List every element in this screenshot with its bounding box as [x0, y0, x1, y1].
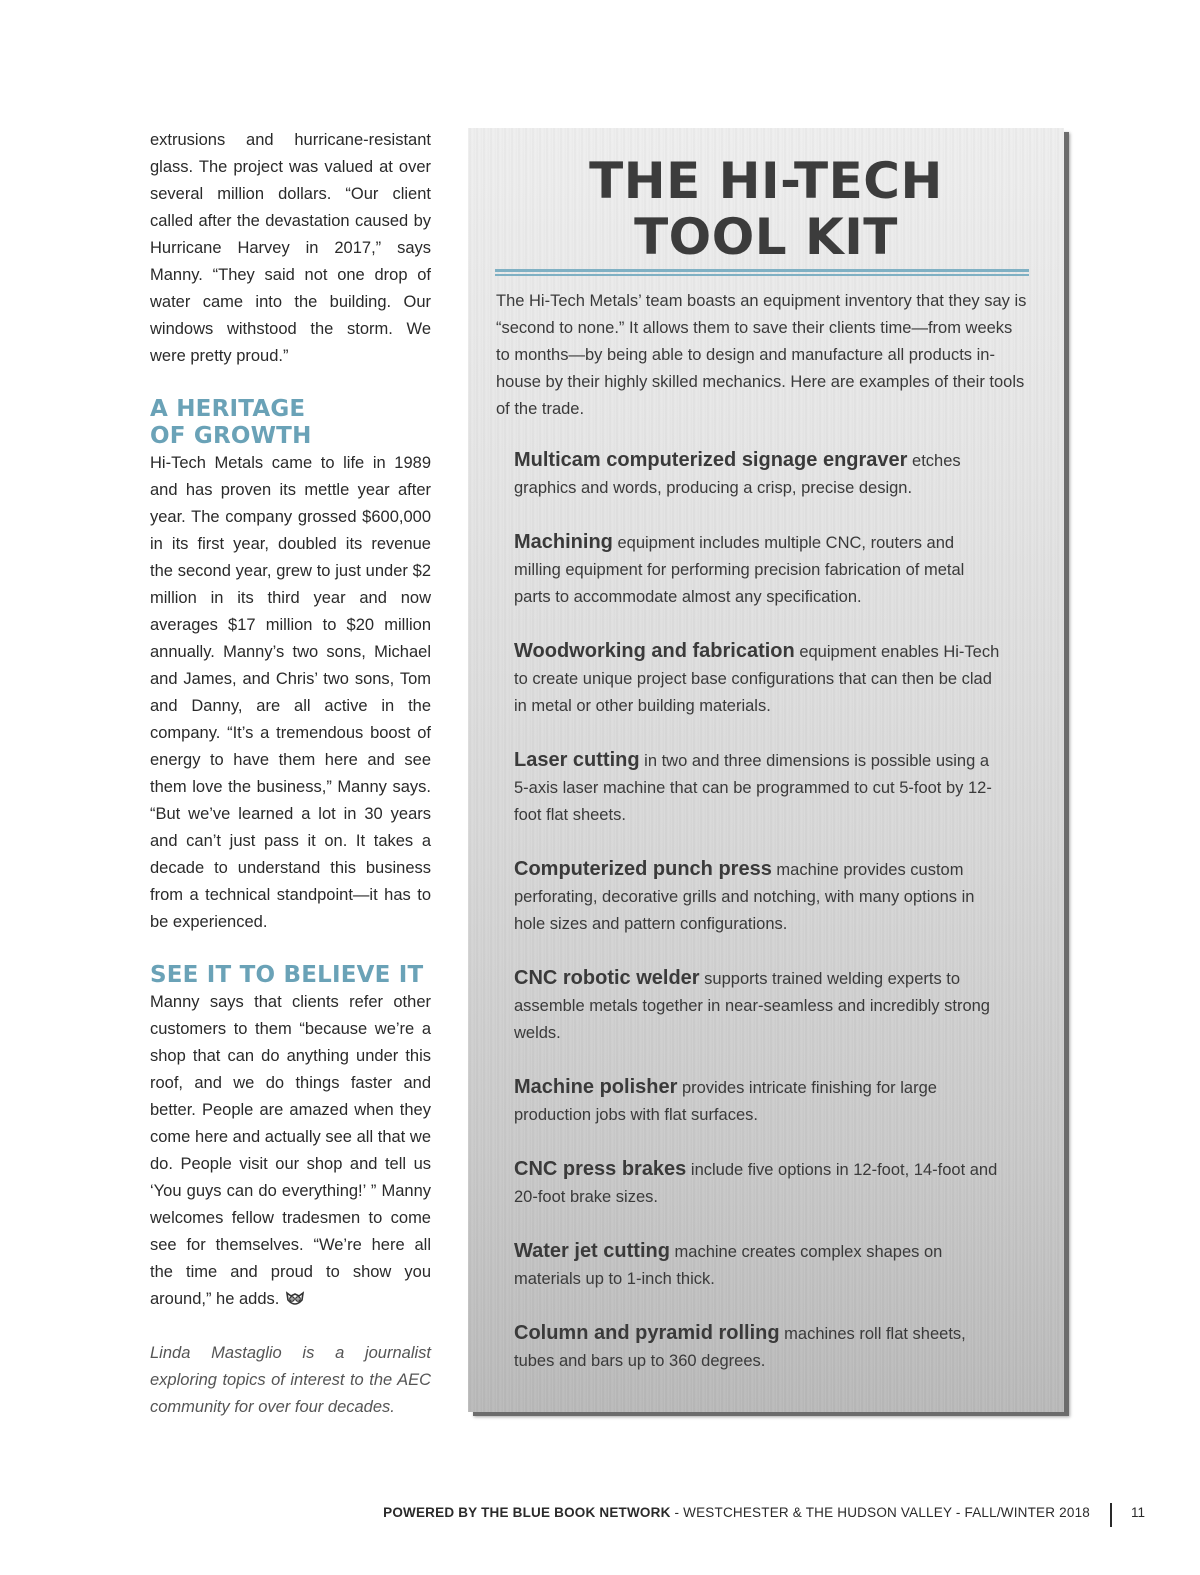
tool-item [514, 529, 1001, 611]
tool-description: include five options in 12-foot, 14-foot and 20-foot brake sizes. [514, 1161, 998, 1206]
tool-item [514, 638, 1001, 720]
heritage-paragraph: Hi-Tech Metals came to life in 1989 and has proven its mettle year after year. The company grossed $600,000 in its first year, doubled its revenue the second year, grew to just under $2 million in its third year and now averages $17 million to $20 million annually. Manny’s two sons, Michael and James, and Chris’ two sons, Tom and Danny, are all active in the company. “It’s a tremendous boost of energy to have them here and see them love the business,” Manny says. “But we’ve learned a lot in 30 years and can’t just pass it on. It takes a decade to understand this business from a technical standpoint—it has to be experienced. [150, 454, 431, 931]
tool-name: Machining [514, 531, 613, 553]
see-it-heading: SEE IT TO BELIEVE IT [150, 962, 424, 988]
tool-name: Machine polisher [514, 1076, 678, 1098]
tool-item [514, 1320, 1001, 1375]
see-it-paragraph [150, 989, 431, 1316]
heritage-heading-line2: OF GROWTH [150, 423, 312, 449]
tool-name: Woodworking and fabrication [514, 640, 795, 662]
footer-edition: - WESTCHESTER & THE HUDSON VALLEY - FALL/WINTER 2018 [670, 1505, 1090, 1520]
tool-name: Computerized punch press [514, 858, 772, 880]
intro-paragraph: extrusions and hurricane-resistant glass. The project was valued at over several million dollars. “Our client called after the devastation caused by Hurricane Harvey in 2017,” says Manny. “They said not one drop of water came into the building. Our windows withstood the storm. We were pretty proud.” [150, 131, 431, 365]
toolkit-intro: The Hi-Tech Metals’ team boasts an equipment inventory that they say is “second to none.” It allows them to save their clients time—from weeks to months—by being able to design and manufacture all products in-house by their highly skilled mechanics. Here are examples of their tools of the trade. [496, 292, 1027, 418]
tool-description: equipment enables Hi-Tech to create unique project base configurations that can then be clad in metal or other building materials. [514, 643, 1000, 715]
tool-item [514, 965, 1001, 1047]
tool-name: Multicam computerized signage engraver [514, 449, 908, 471]
tool-name: CNC press brakes [514, 1158, 687, 1180]
tool-description: equipment includes multiple CNC, routers and milling equipment for performing precision fabrication of metal parts to accommodate almost any specification. [514, 534, 965, 606]
tool-item [514, 856, 1001, 938]
toolkit-title-line1: THE HI-TECH [589, 152, 943, 210]
tool-name: Laser cutting [514, 749, 640, 771]
see-it-text: Manny says that clients refer other customers to them “because we’re a shop that can do anything under this roof, and we do things faster and better. People are amazed when they come here and actually see all that we do. People visit our shop and tell us ‘You guys can do everything!’ ” Manny welcomes fellow tradesmen to come see for themselves. “We’re here all the time and proud to show you around,” he adds. [150, 993, 431, 1308]
tool-name: Column and pyramid rolling [514, 1322, 780, 1344]
tool-item [514, 1238, 1001, 1293]
heritage-heading [150, 396, 431, 450]
heritage-heading-line1: A HERITAGE [150, 396, 306, 422]
tool-description: machines roll flat sheets, tubes and bars up to 360 degrees. [514, 1325, 966, 1370]
tool-item [514, 1074, 1001, 1129]
tool-description: machine creates complex shapes on materials up to 1-inch thick. [514, 1243, 943, 1288]
tool-description: in two and three dimensions is possible using a 5-axis laser machine that can be programmed to cut 5-foot by 12-foot flat sheets. [514, 752, 992, 824]
footer-divider [1110, 1503, 1112, 1527]
toolkit-title-line2: TOOL KIT [634, 208, 898, 266]
tool-name: CNC robotic welder [514, 967, 700, 989]
tool-item [514, 447, 1001, 502]
title-divider [495, 269, 1029, 276]
tool-description: supports trained welding experts to assemble metals together in near-seamless and incredibly strong welds. [514, 970, 990, 1042]
tool-description: etches graphics and words, producing a crisp, precise design. [514, 452, 961, 497]
tool-item [514, 1156, 1001, 1211]
tool-item [514, 747, 1001, 829]
tool-description: provides intricate finishing for large production jobs with flat surfaces. [514, 1079, 937, 1124]
owl-icon [285, 1289, 305, 1316]
article-left-column [150, 127, 431, 1421]
author-byline: Linda Mastaglio is a journalist exploring topics of interest to the AEC community for over four decades. [150, 1344, 431, 1416]
tool-list [514, 447, 1001, 1375]
toolkit-panel [468, 128, 1064, 1412]
tool-description: machine provides custom perforating, decorative grills and notching, with many options in hole sizes and pattern configurations. [514, 861, 975, 933]
page-number: 11 [1131, 1505, 1146, 1520]
footer-brand: POWERED BY THE BLUE BOOK NETWORK [383, 1505, 671, 1520]
toolkit-title [468, 153, 1064, 265]
tool-name: Water jet cutting [514, 1240, 670, 1262]
page-footer [383, 1505, 1090, 1520]
